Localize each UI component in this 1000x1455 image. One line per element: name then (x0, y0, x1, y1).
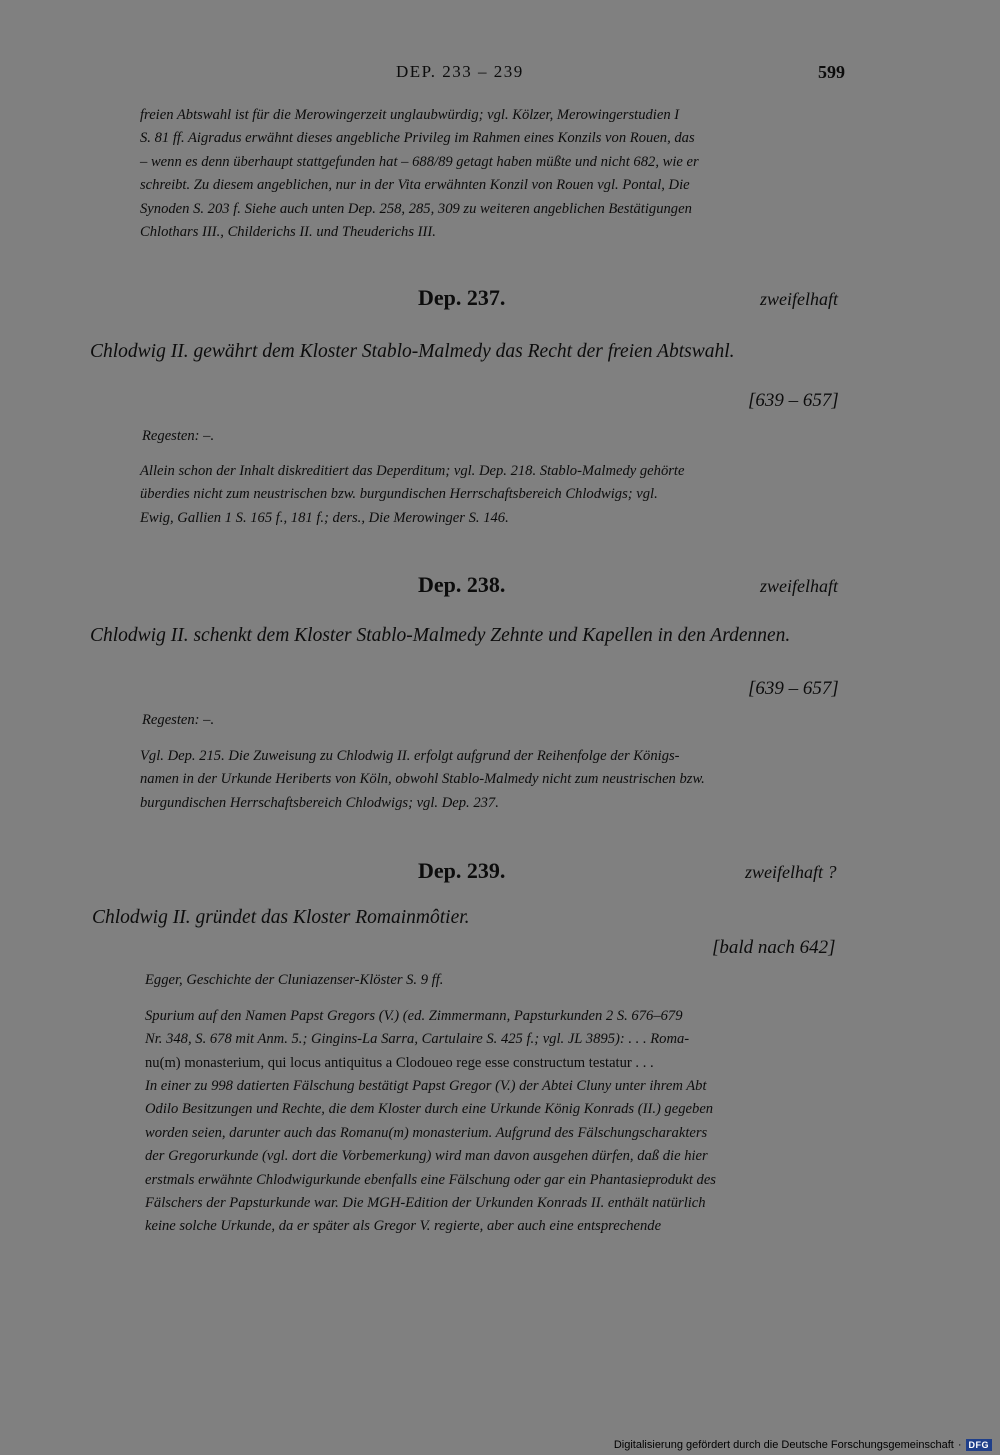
entry-status: zweifelhaft (760, 576, 838, 596)
funding-text: Digitalisierung gefördert durch die Deutsche Forschungsgemeinschaft (613, 1439, 954, 1451)
entry-summary: Chlodwig II. schenkt dem Kloster Stablo-Malmedy Zehnte und Kapellen in den Ardennen. (90, 625, 791, 646)
text-line: In einer zu 998 datierten Fälschung bestätigt Papst Gregor (V.) der Abtei Cluny unter ihrem Abt (145, 1078, 707, 1094)
text-line: Allein schon der Inhalt diskreditiert das Deperditum; vgl. Dep. 218. Stablo-Malmedy gehörte (140, 463, 685, 479)
funding-footer (614, 1439, 992, 1451)
text-line: Fälschers der Papsturkunde war. Die MGH-Edition der Urkunden Konrads II. enthält natürlich (145, 1195, 706, 1212)
entry-regesten: Regesten: –. (142, 428, 215, 444)
text-line: erstmals erwähnte Chlodwigurkunde ebenfalls eine Fälschung oder gar ein Phantasieprodukt des (145, 1171, 716, 1188)
entry-title: Dep. 237. (418, 285, 506, 310)
text-line: worden seien, darunter auch das Romanu(m) monasterium. Aufgrund des Fälschungscharakters (145, 1124, 708, 1141)
entry-date: [bald nach 642] (712, 937, 836, 958)
quote-line: nu(m) monasterium, qui locus antiquitus a Clodoueo rege esse constructum testatur . . . (145, 1054, 654, 1071)
text-line: der Gregorurkunde (vgl. dort die Vorbemerkung) wird man davon ausgehen dürfen, daß die hier (145, 1148, 708, 1165)
text-line: Vgl. Dep. 215. Die Zuweisung zu Chlodwig II. erfolgt aufgrund der Reihenfolge der Königs- (140, 748, 680, 764)
running-title: DEP. 233 – 239 (396, 62, 524, 81)
text-line: S. 81 ff. Aigradus erwähnt dieses angebliche Privileg im Rahmen eines Konzils von Rouen, das (140, 130, 695, 147)
entry-commentary (140, 745, 856, 815)
entry-summary: Chlodwig II. gewährt dem Kloster Stablo-Malmedy das Recht der freien Abtswahl. (90, 341, 735, 362)
text-line: keine solche Urkunde, da er später als Gregor V. regierte, aber auch eine entsprechende (145, 1218, 662, 1235)
text-line: Spurium auf den Namen Papst Gregors (V.) (ed. Zimmermann, Papsturkunden 2 S. 676–679 (145, 1008, 683, 1024)
entry-commentary (140, 460, 856, 530)
entry-commentary (145, 1075, 857, 1239)
text-line: burgundischen Herrschaftsbereich Chlodwigs; vgl. Dep. 237. (140, 794, 499, 811)
text-line: Ewig, Gallien 1 S. 165 f., 181 f.; ders., Die Merowinger S. 146. (140, 509, 509, 526)
text-line: Chlothars III., Childerichs II. und Theuderichs III. (140, 224, 436, 241)
separator: · (957, 1439, 962, 1451)
text-line: schreibt. Zu diesem angeblichen, nur in der Vita erwähnten Konzil von Rouen vgl. Pontal, Die (140, 177, 690, 194)
text-line: freien Abtswahl ist für die Merowingerzeit unglaubwürdig; vgl. Kölzer, Merowingerstudien I (140, 107, 680, 123)
dfg-logo: DFG (966, 1439, 993, 1451)
text-line: Synoden S. 203 f. Siehe auch unten Dep. 258, 285, 309 zu weiteren angeblichen Bestätigungen (140, 200, 692, 217)
entry-summary: Chlodwig II. gründet das Kloster Romainmôtier. (92, 907, 470, 928)
entry-date: [639 – 657] (748, 678, 839, 699)
entry-status: zweifelhaft ? (745, 862, 837, 882)
text-line: Nr. 348, S. 678 mit Anm. 5.; Gingins-La Sarra, Cartulaire S. 425 f.; vgl. JL 3895): . . . Roma- (145, 1031, 690, 1048)
text-line: – wenn es denn überhaupt stattgefunden hat – 688/89 getagt haben müßte und nicht 682, wie er (140, 153, 699, 170)
text-line: Odilo Besitzungen und Rechte, die dem Kloster durch eine Urkunde König Konrads (II.) gegeben (145, 1101, 714, 1118)
entry-date: [639 – 657] (748, 390, 839, 411)
text-line: namen in der Urkunde Heriberts von Köln, obwohl Stablo-Malmedy nicht zum neustrischen bzw. (140, 771, 705, 788)
entry-title: Dep. 238. (418, 572, 506, 597)
entry-title: Dep. 239. (418, 858, 506, 883)
entry-source: Egger, Geschichte der Cluniazenser-Klöster S. 9 ff. (145, 972, 444, 988)
entry-regesten: Regesten: –. (142, 712, 215, 728)
text-line: überdies nicht zum neustrischen bzw. burgundischen Herrschaftsbereich Chlodwigs; vgl. (140, 486, 658, 503)
intro-paragraph (140, 104, 856, 244)
entry-status: zweifelhaft (760, 289, 838, 309)
entry-spurium (145, 1005, 857, 1075)
page-number: 599 (818, 62, 845, 82)
